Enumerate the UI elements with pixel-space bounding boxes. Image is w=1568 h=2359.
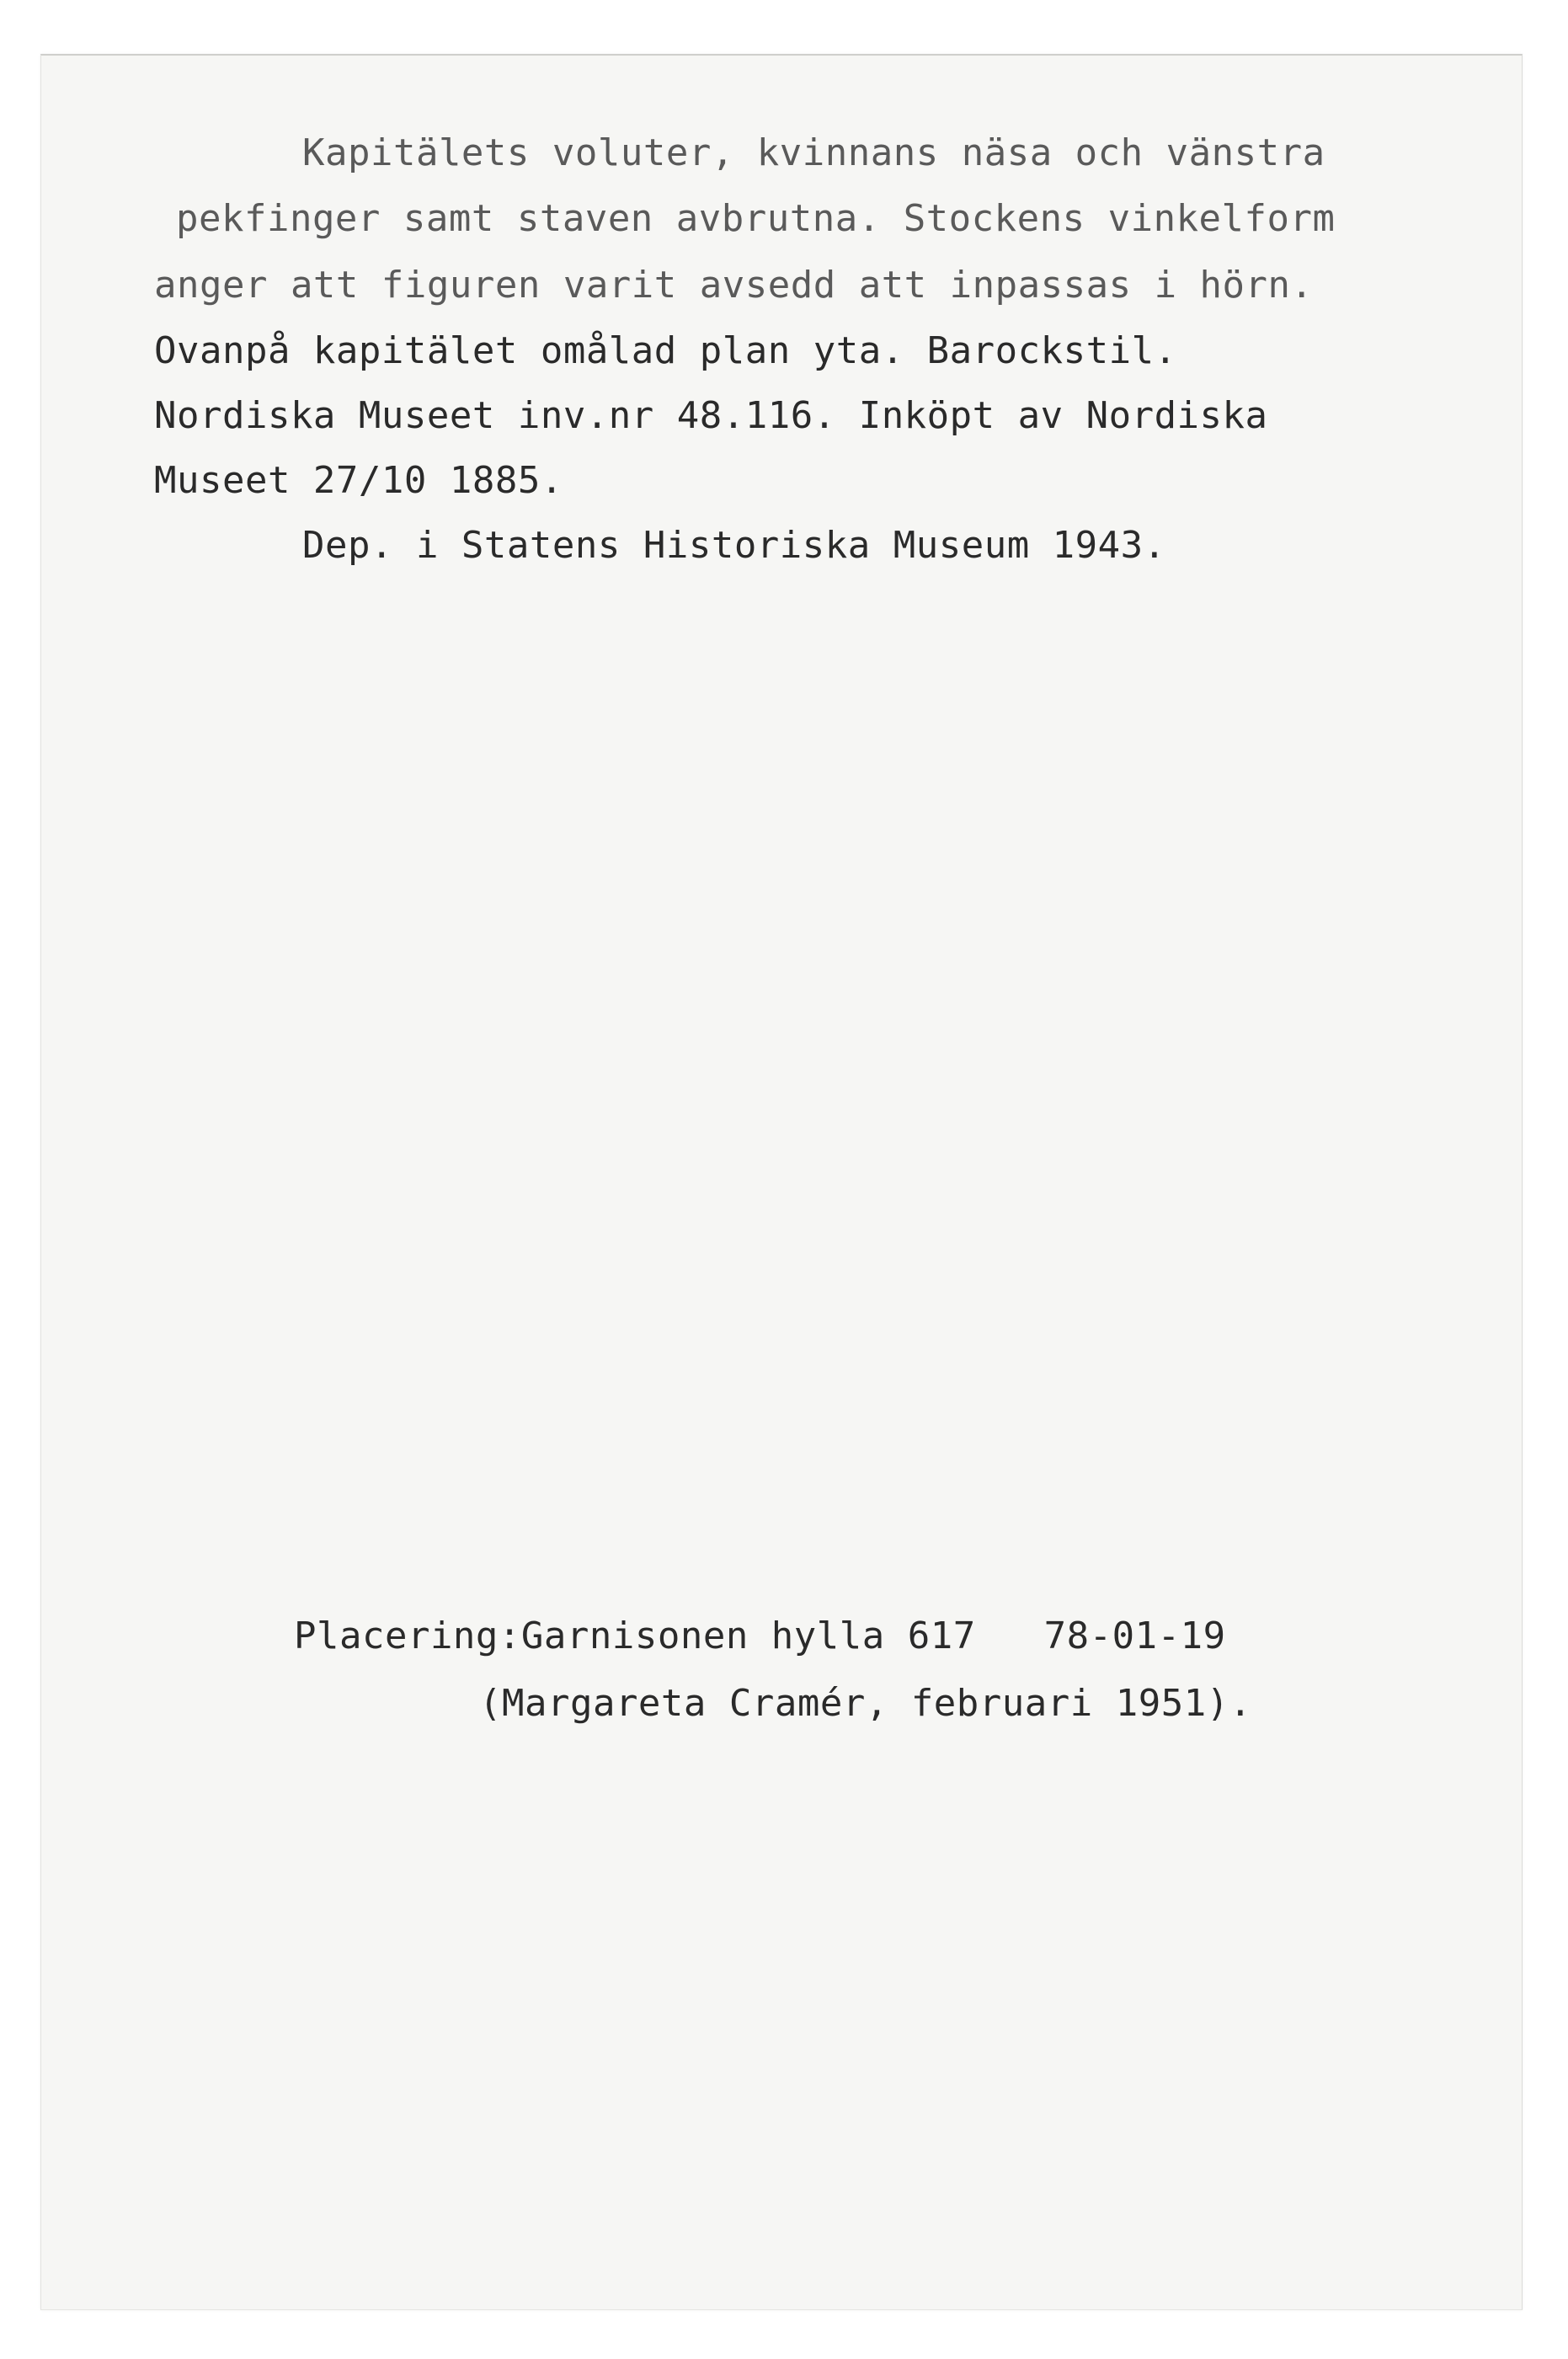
author-line: (Margareta Cramér, februari 1951). (479, 1682, 1252, 1725)
text-line-3: anger att figuren varit avsedd att inpassas i hörn. (154, 264, 1314, 307)
text-line-2: pekfinger samt staven avbrutna. Stockens vinkelform (176, 197, 1336, 240)
catalog-card (40, 54, 1523, 2310)
text-line-6: Museet 27/10 1885. (154, 459, 563, 502)
text-line-7: Dep. i Statens Historiska Museum 1943. (302, 524, 1166, 567)
text-line-1: Kapitälets voluter, kvinnans näsa och vänstra (302, 131, 1325, 174)
text-line-4: Ovanpå kapitälet omålad plan yta. Barockstil. (154, 329, 1177, 372)
text-line-5: Nordiska Museet inv.nr 48.116. Inköpt av Nordiska (154, 394, 1268, 437)
placement-line: Placering:Garnisonen hylla 617 78-01-19 (294, 1614, 1226, 1657)
